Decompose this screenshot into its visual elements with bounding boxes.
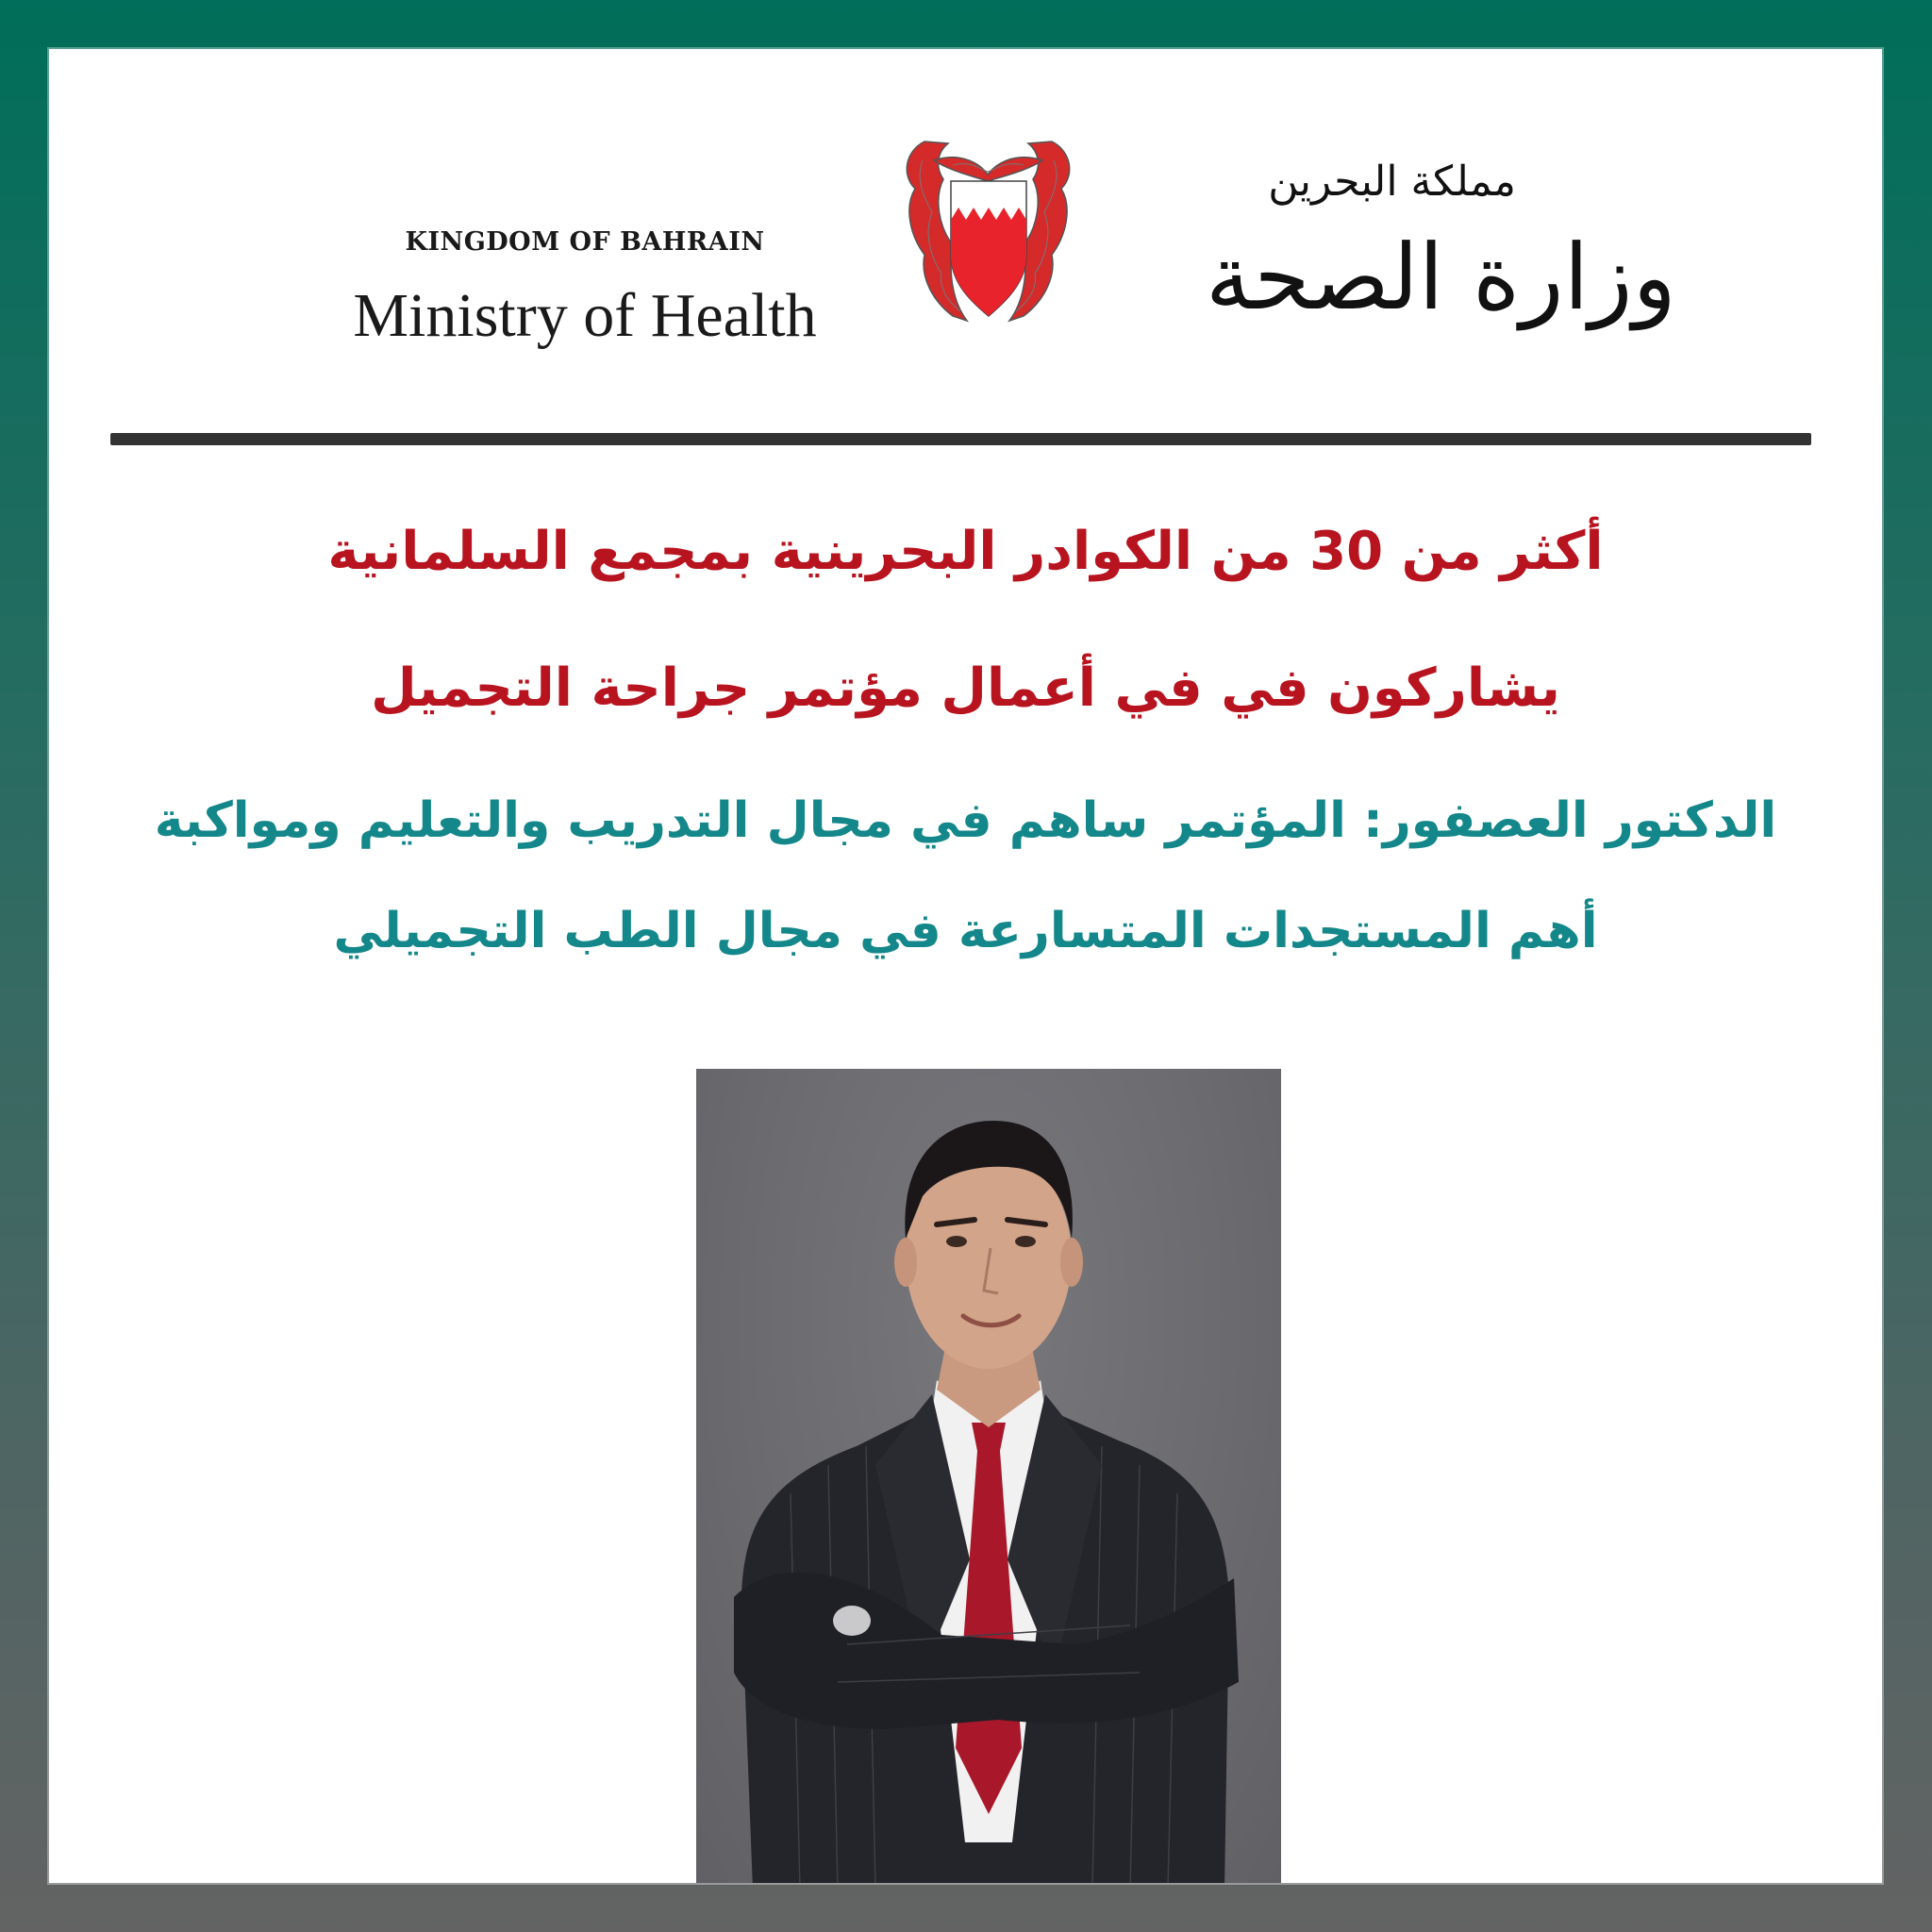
arabic-logo-text bbox=[1120, 125, 1724, 408]
doctor-portrait-photo bbox=[696, 1069, 1281, 1883]
headline-title-line-2: يشاركون في في أعمال مؤتمر جراحة التجميل bbox=[371, 658, 1560, 719]
kingdom-label-en: KINGDOM OF BAHRAIN bbox=[405, 227, 765, 257]
ministry-header bbox=[49, 49, 1882, 426]
headline-subtitle-line-1: الدكتور العصفور: المؤتمر ساهم في مجال التدريب والتعليم ومواكبة bbox=[154, 792, 1777, 849]
kingdom-label-ar: مملكة البحرين bbox=[1268, 158, 1516, 206]
coat-of-arms-icon bbox=[896, 123, 1080, 328]
ministry-label-ar: وزارة الصحة bbox=[1205, 225, 1676, 330]
press-release-card bbox=[49, 49, 1882, 1883]
header-divider bbox=[110, 433, 1811, 445]
headline-subtitle-line-2: أهم المستجدات المتسارعة في مجال الطب التجميلي bbox=[333, 903, 1598, 959]
ministry-label-en: Ministry of Health bbox=[353, 281, 817, 350]
headline-title-line-1: أكثر من 30 من الكوادر البحرينية بمجمع السلمانية bbox=[327, 521, 1604, 582]
